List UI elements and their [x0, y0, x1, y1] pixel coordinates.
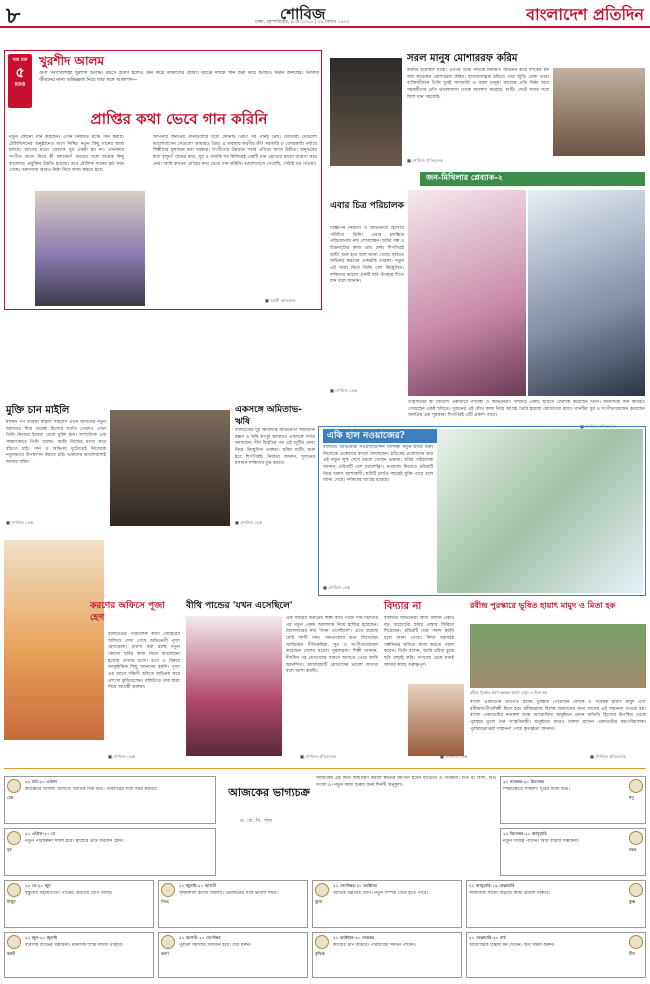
aries-icon — [7, 779, 21, 793]
karan-title: করণের অফিসে পূজা হেগ — [90, 601, 165, 624]
lead-name: খুরশীদ আলম — [39, 54, 105, 68]
bithi-byline: ■ শোবিজ প্রতিবেদক — [300, 754, 336, 759]
amitabh-photo — [110, 410, 230, 526]
section-title: শোবিজ — [280, 5, 326, 23]
bithi-body: এক সময়ের জনপ্রিয় শিল্পী বীথি পান্ডে দীর্ঘ বিরতির পর নতুন একক অ্যালবাম নিয়ে হাজির হয়েছেন। অ্যালবামের নাম 'যখন এসেছিলে'। এতে রয়েছে মোট দশটি গান। গানগুলোর কথা লিখেছেন খ্যাতিমান গীতিকবিরা, সুর ও সংগীতায়োজন করেছেন দেশের বরেণ্য সুরকাররা। শিল্পী জানান, দীর্ঘদিন পর শ্রোতাদের সামনে আসতে পেরে আমি আনন্দিত। অ্যালবামটি শ্রোতাদের ভালো লাগবে বলে আশা করছি। — [286, 616, 378, 675]
amitabh-title: একসঙ্গে অমিতাভ-ঋষি — [235, 405, 302, 428]
john-photo — [528, 190, 645, 396]
sign-leo-text: সৃজনশীল কাজে সাফল্য। প্রিয়জনের সঙ্গে ভালো সময়। — [179, 891, 278, 896]
nawaz-photo — [437, 429, 643, 593]
sign-leo-name: সিংহ — [161, 899, 169, 904]
sign-aquarius-label: ২১ জানুয়ারি-১৯ ফেব্রুয়ারি — [469, 883, 515, 888]
badge-bottom: মিনিট — [14, 83, 26, 89]
arrahman-photo — [330, 58, 402, 166]
lead-interview — [4, 50, 322, 310]
cancer-icon — [7, 935, 21, 949]
horoscope-intro: আজকের এই দিনে জন্মগ্রহণ করলে স্বভাবে আপনি হবেন দৃঢ়চেতা ও পরিশ্রমী। শুভ রং লাল, শুভ সংখ্যা ৯। নতুন কাজ শুরুর জন্য দিনটি অনুকূল। — [316, 776, 496, 788]
pisces-icon — [629, 935, 643, 949]
lead-headline: প্রাপ্তির কথা ভেবে গান করিনি — [90, 110, 268, 128]
sign-sagittarius — [500, 776, 646, 824]
sign-aquarius — [466, 880, 646, 928]
mithila-body: তাহসানের স্ত্রী মিথিলা একাধারে গায়িকা ও অভিনেত্রী। সম্প্রতি একটি ছবিতে প্লেব্যাক করেছেন তিনি। অন্যদিকে জন কবিরও গেয়েছেন একই ছবিতে। দুজনের এই যৌথ কাজ নিয়ে আগ্রহ তৈরি হয়েছে শ্রোতাদের মধ্যে। গানটির সুর ও সংগীতায়োজন করেছেন জনপ্রিয় এক সুরকার। শিগগিরই এটি প্রকাশ পাবে। — [408, 400, 645, 419]
sign-libra-name: তুলা — [315, 899, 323, 904]
sign-virgo — [158, 932, 308, 978]
sign-gemini-text: বন্ধুদের সহযোগিতা পাবেন। ভ্রমণের যোগ আছে। — [25, 891, 113, 896]
sign-aries-label: ২১ মার্চ-২০ এপ্রিল — [25, 779, 57, 784]
mithila-byline: ■ শোবিজ প্রতিবেদক — [580, 424, 616, 429]
read-time-badge — [8, 54, 32, 108]
libra-icon — [315, 883, 329, 897]
rabindra-caption: রবীন্দ্র পুরস্কার গ্রহণ করছেন হায়াৎ মামুদ ও মিতা হক — [470, 690, 547, 695]
sign-pisces-name: মীন — [629, 951, 636, 956]
chitra-title: এবার চিত্র পরিচালক — [330, 201, 404, 211]
gemini-icon — [7, 883, 21, 897]
nawaz-byline: ■ শোবিজ ডেস্ক — [323, 585, 351, 590]
badge-number: ৫ — [15, 65, 25, 82]
sign-taurus-label: ২১ এপ্রিল-২০ মে — [25, 831, 56, 836]
karan-byline: ■ শোবিজ ডেস্ক — [108, 754, 136, 759]
virgo-icon — [161, 935, 175, 949]
mukti-title: মুক্তি চান মাইলি — [6, 405, 70, 416]
sign-aquarius-text: সামাজিক সম্মান বাড়বে। স্বাস্থ্য ভালো থাকবে। — [469, 891, 551, 896]
rabindra-byline: ■ শোবিজ প্রতিবেদক — [590, 754, 626, 759]
rabindra-photo — [470, 624, 646, 688]
sign-pisces-text: আধ্যাত্মিক চিন্তায় মন দেবেন। অর্থ সঞ্চয় করুন। — [469, 943, 555, 948]
sign-scorpio-label: ২১ অক্টোবর-২০ নভেম্বর — [333, 935, 375, 940]
lead-byline: ■ আলী আফতাব — [265, 298, 296, 303]
capricorn-icon — [629, 831, 643, 845]
sign-aries-name: মেষ — [7, 795, 14, 800]
sign-leo-label: ২১ জুলাই-২০ আগস্ট — [179, 883, 217, 888]
rabindra-title: রবীন্দ্র পুরস্কারে ভূষিত হায়াৎ মামুদ ও মিতা হক — [470, 600, 616, 610]
sign-scorpio-text: কাজের চাপ বাড়বে। পরিবারের সমর্থন পাবেন। — [333, 943, 416, 948]
sign-scorpio-name: বৃশ্চিক — [315, 951, 325, 956]
sign-libra — [312, 880, 462, 928]
sign-aquarius-name: কুম্ভ — [629, 899, 636, 904]
bithi-photo — [186, 616, 282, 756]
masthead — [0, 0, 650, 28]
sign-sagittarius-label: ২১ নভেম্বর-২০ ডিসেম্বর — [503, 779, 545, 784]
sign-virgo-text: পুরনো সমস্যার সমাধান হবে। ধৈর্য ধরুন। — [179, 943, 252, 948]
sign-capricorn-text: নতুন দায়িত্ব পাবেন। আয় বাড়ার সম্ভাবনা। — [503, 839, 579, 844]
sign-scorpio — [312, 932, 462, 978]
horoscope-section — [4, 772, 646, 980]
dateline: ঢাকা, বৃহস্পতিবার, ৯ মে ২০১৩ | ২৬ বৈশাখ ১৪২০ — [255, 20, 350, 25]
sign-libra-label: ২১ সেপ্টেম্বর-২০ অক্টোবর — [333, 883, 377, 888]
page-number: ৮ — [6, 3, 21, 29]
mukti-body: মার্কিন পপ তারকা মাইলি সাইরাস এখন জীবনের নতুন অধ্যায়ে। শিশু তারকা হিসেবে খ্যাতি পেলেও এখন তিনি নিজের ইমেজ থেকে মুক্তি চান। সাম্প্রতিক এক সাক্ষাৎকারে তিনি বলেন, আমি নিজের মতো করে বাঁচতে চাই। গান ও অভিনয় দুটোতেই নিজেকে নতুনভাবে উপস্থাপন করতে চাই। ভক্তদের ভালোবাসাই আমার শক্তি। — [6, 420, 106, 465]
badge-top: খণ্ড চক্র — [12, 58, 28, 63]
sign-capricorn-name: মকর — [629, 847, 637, 852]
sign-taurus — [4, 828, 216, 876]
vidya-title: বিদ্যার না — [384, 601, 422, 612]
nawaz-box — [318, 426, 646, 596]
sign-pisces-label: ২০ ফেব্রুয়ারি-২০ মার্চ — [469, 935, 506, 940]
sign-cancer-text: ব্যবসায় লাভের সম্ভাবনা। মানসিক শান্তি বজায় থাকবে। — [25, 943, 124, 948]
horoscope-top-rule — [4, 768, 646, 769]
sign-aries — [4, 776, 216, 824]
horoscope-title: আজকের ভাগ্যচক্র — [228, 786, 310, 799]
sagittarius-icon — [629, 779, 643, 793]
lead-body-right: আপনার জনপ্রিয় গানগুলোর মধ্যে কোনটি প্রিয়? সব গানই প্রিয়। শ্রোতারা যেগুলো ভালোবাসেন সেগুলো আমারও প্রিয়। এ অবস্থায় করণীয় কী? সরকারি ও বেসরকারি পর্যায়ে শিল্পীদের মূল্যায়ন করা দরকার। সংগীতের উন্নয়নে সবার এগিয়ে আসা উচিত। অনুভবের কথা বলুন? গানের কথা, সুর ও গায়কি সব মিলিয়েই একটি গান শ্রোতার হৃদয়ে জায়গা করে নেয়। আমি কখনো প্রাপ্তির কথা ভেবে গান করিনি। ভালোবেসে গেয়েছি, সেটাই বড় পাওয়া। — [153, 135, 317, 167]
nawaz-body: বলিউড অভিনেতা নওয়াজউদ্দিন সিদ্দিকী নতুন ছবির জন্য নিজেকে একেবারে বদলে ফেলেছেন। চরিত্রের প্রয়োজনে তার এই নতুন লুক দেখে চমকে গেছেন ভক্তরা। ছবির পরিচালক জানান, চরিত্রটি বেশ চ্যালেঞ্জিং। নওয়াজ নিজেও চরিত্রটি নিয়ে দারুণ আশাবাদী। ছবিটি চলতি বছরেই মুক্তি পাবে বলে জানা গেছে। দর্শকদের আগ্রহ বাড়ছে। — [323, 445, 433, 484]
sign-taurus-name: বৃষ — [7, 847, 12, 852]
sign-cancer-name: কর্কট — [7, 951, 16, 956]
sign-aries-text: কর্মক্ষেত্রে সাফল্য আসবে। আর্থিক দিক শুভ। পরিবারের সঙ্গে সময় কাটবে। — [25, 787, 158, 792]
sign-cancer-label: ২১ জুন-২০ জুলাই — [25, 935, 58, 940]
sign-libra-text: আর্থিক উন্নতির যোগ। নতুন সম্পর্ক তৈরি হতে পারে। — [333, 891, 428, 896]
rabindra-body: বাংলা একাডেমি প্রবর্তিত রবীন্দ্র পুরস্কার পেয়েছেন লেখক ও গবেষক হায়াৎ মামুদ এবং রবীন্দ্রসংগীতশিল্পী মিতা হক। রবীন্দ্রচর্চায় বিশেষ অবদানের জন্য তাদের এই সম্মাননা দেওয়া হয়। বাংলা একাডেমির নজরুল মঞ্চে আয়োজিত অনুষ্ঠানে প্রধান অতিথি হিসেবে উপস্থিত থেকে পুরস্কার তুলে দেন সংস্কৃতিমন্ত্রী। অনুষ্ঠানে আরও বক্তব্য রাখেন একাডেমির মহাপরিচালক। পুরস্কারপ্রাপ্তরা সম্মাননা পেয়ে কৃতজ্ঞতা জানান। — [470, 700, 646, 732]
mukti-byline: ■ শোবিজ ডেস্ক — [6, 520, 34, 525]
lead-body-left: নতুন কোনো গান করছেন? এখন নিয়মিত মঞ্চে গান করছি। টেলিভিশনের অনুষ্ঠানেও অংশ নিচ্ছি। নতুন কিছু গানের কাজ চলছে। আগের মতো প্লেব্যাক খুব একটা হয় না। এখনকার সংগীত জগৎ নিয়ে কী বলবেন? সময়ের সঙ্গে অনেক কিছু বদলেছে। প্রযুক্তির উন্নতি হয়েছে। তবে মৌলিক গানের চর্চা কমে গেছে। তরুণদের আরও নিষ্ঠা নিয়ে কাজ করতে হবে। — [9, 135, 124, 174]
sign-virgo-label: ২১ আগস্ট-২০ সেপ্টেম্বর — [179, 935, 221, 940]
lead-intro: গুণী সংগীতশিল্পী খুরশীদ আলম। বয়সে প্রবীণ হলেও যেন কণ্ঠে তারুণ্যের ছোঁয়া। ষাটের দশকে গান শুরু করে আজও সমান জনপ্রিয়। সংগীত জীবনের নানা অভিজ্ঞতা নিয়ে তার সঙ্গে আলাপন— — [39, 71, 319, 83]
horoscope-author: ড. কে. সি. পাল — [240, 818, 273, 824]
amitabh-byline: ■ শোবিজ ডেস্ক — [235, 520, 263, 525]
sign-capricorn-label: ২১ ডিসেম্বর-২০ জানুয়ারি — [503, 831, 547, 836]
newspaper-brand: বাংলাদেশ প্রতিদিন — [526, 5, 644, 24]
amitabh-body: বলিউডের দুই কিংবদন্তি অভিনেতা অমিতাভ বচ্চন ও ঋষি কাপুর আবারও একসঙ্গে পর্দায় আসছেন। দীর্ঘ বিরতির পর এই জুটির ফেরা নিয়ে উচ্ছ্বসিত ভক্তরা। ছবির শুটিং শুরু হবে শিগগিরই। নির্মাতা জানান, দুজনের রসায়ন দর্শকদের মুগ্ধ করবে। — [235, 428, 315, 467]
sign-pisces — [466, 932, 646, 978]
sign-cancer — [4, 932, 154, 978]
sign-taurus-text: নতুন পরিকল্পনা সফল হবে। স্বাস্থ্যের প্রতি যত্নবান হোন। — [25, 839, 124, 844]
playback-tag: জন-মিথিলার প্লেব্যাক-২ — [420, 172, 645, 186]
vidya-byline: ■ শোবিজ ডেস্ক — [440, 754, 468, 759]
mosharraf-title: সরল মানুষ মোশাররফ করিম — [407, 53, 518, 64]
pooja-photo — [4, 540, 104, 740]
sign-sagittarius-name: ধনু — [629, 795, 634, 800]
sign-gemini-label: ২১ মে-২০ জুন — [25, 883, 51, 888]
aquarius-icon — [629, 883, 643, 897]
lead-photo — [35, 191, 145, 306]
taurus-icon — [7, 831, 21, 845]
mosharraf-photo — [553, 68, 645, 156]
chitra-byline: ■ শোবিজ ডেস্ক — [330, 388, 358, 393]
sign-leo — [158, 880, 308, 928]
mithila-photo — [408, 190, 526, 396]
scorpio-icon — [315, 935, 329, 949]
sign-virgo-name: কন্যা — [161, 951, 169, 956]
mosharraf-body: শুরুটা হয়েছিল মঞ্চে। এরপর টিভি নাটকে নিয়মিত অভিনয় করে দর্শকের মন জয় করেছেন মোশাররফ করিম। হাস্যরসাত্মক চরিত্রে তার জুড়ি মেলা ভার। ব্যক্তিজীবনে তিনি খুবই সাদামাটা ও সরল মানুষ। কাজের প্রতি নিষ্ঠা আর সহকর্মীদের প্রতি ভালোবাসা তাকে আলাদা করেছে। শুটিং সেটে সবার সঙ্গে মিশে যান সহজেই। — [407, 68, 549, 100]
sign-sagittarius-text: শিক্ষাক্ষেত্রে সাফল্য। দূরের যাত্রা শুভ। — [503, 787, 570, 792]
mosharraf-byline: ■ শোবিজ প্রতিবেদক — [407, 158, 443, 163]
sign-gemini-name: মিথুন — [7, 899, 16, 904]
vidya-body: বলিউড অভিনেত্রী বিদ্যা বালান একটি বড় বাজেটের ছবির প্রস্তাব ফিরিয়ে দিয়েছেন। চরিত্রটি তার পছন্দ হয়নি বলে জানা গেছে। বিদ্যা বরাবরই গল্পনির্ভর ছবিতে কাজ করতে পছন্দ করেন। তিনি বলেন, আমি চরিত্র বুঝে ছবি বাছাই করি। সংখ্যার চেয়ে মানই আমার কাছে গুরুত্বপূর্ণ। — [384, 616, 454, 668]
vidya-photo — [408, 684, 464, 756]
karan-body: বলিউডের পরিচালক করণ জোহরের অফিসে দেখা গেছে অভিনেত্রী পূজা হেগড়েকে। ধারণা করা হচ্ছে নতুন কোনো ছবির কাজ নিয়ে আলোচনা হয়েছে তাদের মধ্যে। তবে এ বিষয়ে আনুষ্ঠানিক কিছু জানানো হয়নি। পূজা এর আগে দক্ষিণী ছবিতে অভিনয় করে প্রশংসা কুড়িয়েছেন। বলিউডে তার যাত্রা নিয়ে আগ্রহী ভক্তরা। — [108, 632, 180, 691]
bithi-title: বীথি পান্ডের 'যখন এসেছিলে' — [186, 601, 293, 611]
sign-capricorn — [500, 828, 646, 876]
sign-gemini — [4, 880, 154, 928]
nawaz-title: একি হাল নওয়াজের? — [323, 429, 473, 443]
leo-icon — [161, 883, 175, 897]
chitra-body: বিজ্ঞাপন নির্মাতা ও অভিনেতা হিসেবে পরিচিত তিনি। এবার চলচ্চিত্র পরিচালনায় নাম লেখাচ্ছেন। ছবির গল্প ও চিত্রনাট্যের কাজ প্রায় শেষ। শিগগিরই শুটিং শুরু হবে বলে জানা গেছে। ছবিতে অভিনয় করবেন একঝাঁক তারকা। নতুন এই যাত্রা নিয়ে তিনি বেশ উচ্ছ্বসিত। দর্শকদের ভালো একটি ছবি উপহার দিতে চান বলে জানান। — [330, 226, 404, 285]
